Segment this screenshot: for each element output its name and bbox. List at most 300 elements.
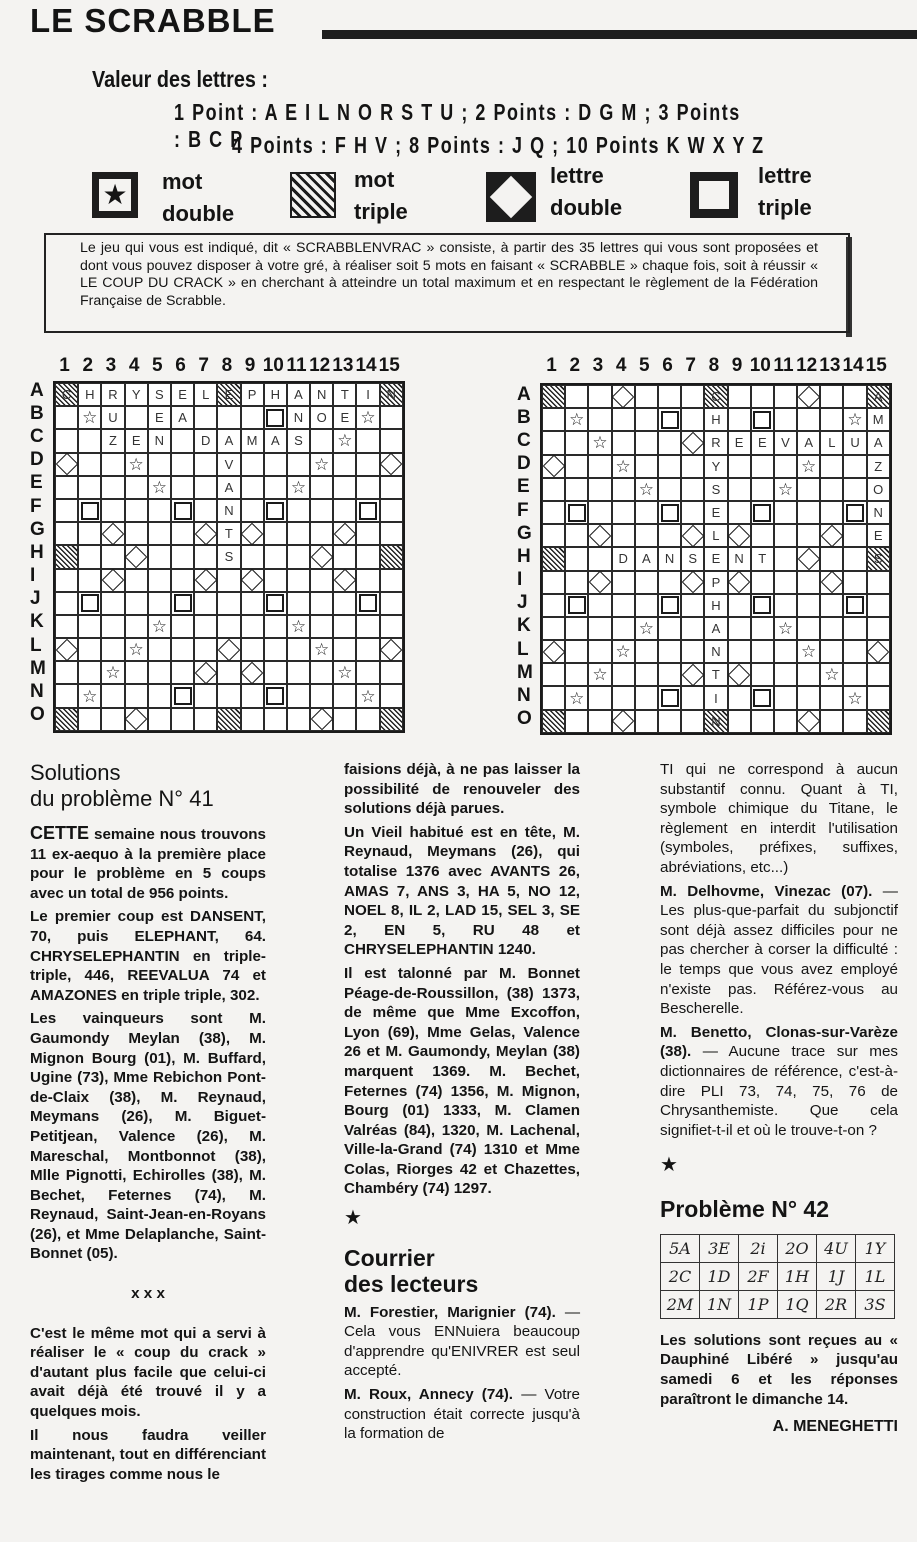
column-number: 2 [569, 355, 581, 376]
board1-cell [380, 615, 403, 638]
board1-cell [333, 615, 356, 638]
diamond-icon [55, 453, 78, 476]
board1-cell [241, 429, 264, 452]
board2-cell [635, 594, 658, 617]
board1-cell [310, 638, 333, 661]
square-icon [846, 596, 864, 614]
diamond-icon [241, 522, 264, 545]
diamond-icon [589, 524, 612, 547]
diamond-icon [728, 524, 751, 547]
board2-cell [612, 663, 635, 686]
board1-cell [217, 429, 240, 452]
board1-cell [101, 661, 124, 684]
square-icon [568, 596, 586, 614]
board2-cell [728, 617, 751, 640]
square-icon [568, 504, 586, 522]
board2-cell [774, 455, 797, 478]
board2-cell [681, 710, 704, 733]
board2-cell [728, 594, 751, 617]
column-number: 15 [865, 355, 887, 376]
board2-cell [635, 686, 658, 709]
square-icon [359, 594, 377, 612]
board1-cell [241, 592, 264, 615]
diamond-icon [681, 571, 704, 594]
board1-cell [264, 615, 287, 638]
board1-cell [194, 522, 217, 545]
board2-cell [704, 524, 727, 547]
board2-cell [542, 547, 565, 570]
board1-cell [55, 406, 78, 429]
board2-cell [658, 501, 681, 524]
board2-letter: L [712, 528, 720, 544]
board2-cell [774, 710, 797, 733]
board2-cell [542, 385, 565, 408]
board2-cell [542, 594, 565, 617]
board2-cell [635, 617, 658, 640]
diamond-icon [612, 385, 635, 408]
board1-cell [241, 615, 264, 638]
board1-cell [356, 638, 379, 661]
board1-cell [310, 406, 333, 429]
board2-cell [588, 686, 611, 709]
board1-cell [310, 453, 333, 476]
table-cell: 1D [700, 1262, 739, 1290]
board2-cell [728, 640, 751, 663]
diamond-icon [681, 664, 704, 687]
board1-letter: U [108, 410, 118, 426]
board2-cell [820, 408, 843, 431]
board2-cell [751, 547, 774, 570]
board1-cell [148, 708, 171, 731]
board1-cell [287, 429, 310, 452]
row-letter: A [30, 379, 44, 401]
table-cell: 1Y [856, 1234, 895, 1262]
board2-letter: H [711, 597, 721, 613]
board2-cell [612, 686, 635, 709]
board2-cell [797, 594, 820, 617]
board1-letter: Z [108, 433, 117, 449]
board2-cell [588, 524, 611, 547]
board1-letter: O [316, 410, 327, 426]
diamond-icon [194, 522, 217, 545]
board2-letter: N [711, 644, 721, 660]
board1-cell [101, 615, 124, 638]
board1-cell [194, 638, 217, 661]
column-number: 10 [262, 355, 284, 376]
board1-cell [55, 383, 78, 406]
board2-cell [542, 524, 565, 547]
courrier-subtitle: des lecteurs [344, 1270, 479, 1297]
square-icon [174, 502, 192, 520]
board2-cell [565, 385, 588, 408]
row-letter: B [517, 406, 531, 428]
board1-letter: S [155, 387, 164, 403]
board2-cell [681, 524, 704, 547]
board1-cell [55, 569, 78, 592]
board1-cell [241, 499, 264, 522]
table-cell: 2F [739, 1262, 778, 1290]
board2-cell [658, 431, 681, 454]
hatched-square-icon [290, 172, 336, 218]
diamond-icon [194, 662, 217, 685]
board1-cell [264, 476, 287, 499]
board2-cell [612, 594, 635, 617]
board2-letter: O [873, 481, 884, 497]
board1-letter: A [294, 387, 303, 403]
square-icon [174, 687, 192, 705]
board1-cell [217, 545, 240, 568]
legend-text: mot [162, 169, 203, 194]
star-icon [360, 409, 375, 426]
board1-cell [264, 569, 287, 592]
board1-cell [55, 638, 78, 661]
board1-cell [217, 592, 240, 615]
article-para: Il est talonné par M. Bonnet Péage-de-Roussillon, (38) 1373, de même que Mme Excoffon, Lyon (69), Mme Gelas, Valence 26 et M. Gaumondy, Meylan (38) marquent 1369. M. Bechet, Feternes (74) 1356, M. Mignon, Bourg (01) 1333, M. Clamen Valréas (84), 1320, M. Lachenal, Ville-la-Grand (74) 1310 et Mme Colas, Riorges 42 et Chazettes, Chambéry (74) 1297. [344, 964, 580, 1198]
board1-cell [78, 569, 101, 592]
board1-cell [171, 522, 194, 545]
board1-cell [333, 476, 356, 499]
board1-letter: M [246, 433, 258, 449]
board2-cell [867, 663, 890, 686]
diamond-icon [728, 571, 751, 594]
diamond-icon [55, 638, 78, 661]
board2-letter: S [688, 551, 698, 567]
board2-cell [681, 478, 704, 501]
board1-cell [171, 592, 194, 615]
legend-text: mot [354, 167, 395, 192]
board2-cell [681, 501, 704, 524]
board2-cell [704, 547, 727, 570]
board2-cell [728, 408, 751, 431]
board2-cell [867, 547, 890, 570]
board2-cell [751, 617, 774, 640]
board2-cell [797, 431, 820, 454]
board1-cell [241, 638, 264, 661]
board2-cell [681, 408, 704, 431]
board1-cell [333, 592, 356, 615]
board2-cell [820, 455, 843, 478]
square-icon [266, 687, 284, 705]
board1-cell [380, 545, 403, 568]
table-row [661, 1290, 895, 1318]
board1-cell [356, 545, 379, 568]
board2-cell [612, 408, 635, 431]
board2-cell [565, 710, 588, 733]
board2-cell [774, 478, 797, 501]
square-icon [174, 594, 192, 612]
square-icon [753, 504, 771, 522]
board2-cell [728, 571, 751, 594]
board2-cell [751, 710, 774, 733]
board1-cell [217, 569, 240, 592]
square-icon [661, 411, 679, 429]
board1-cell [217, 406, 240, 429]
board1-cell [356, 499, 379, 522]
letter-author: M. Roux, Annecy (74). [344, 1386, 514, 1404]
board2-cell [588, 640, 611, 663]
board2-cell [728, 478, 751, 501]
column-number: 1 [59, 355, 70, 376]
board2-cell [751, 501, 774, 524]
diamond-icon [102, 569, 125, 592]
diamond-icon [821, 571, 844, 594]
board2-letter: Y [711, 458, 721, 474]
board2-letter: S [873, 551, 883, 567]
board1-cell [171, 708, 194, 731]
diamond-icon [380, 638, 403, 661]
board1-cell [194, 476, 217, 499]
board2-cell [612, 455, 635, 478]
board1-cell [194, 684, 217, 707]
star-icon: ★ [660, 1154, 678, 1177]
board1-letter: E [178, 387, 187, 403]
diamond-icon [334, 569, 357, 592]
board1-letter: D [201, 433, 211, 449]
board2-cell [843, 640, 866, 663]
board2-cell [635, 571, 658, 594]
board2-letter: D [618, 551, 628, 567]
board2-cell [681, 640, 704, 663]
drop-word: CETTE [30, 823, 90, 843]
row-letter: F [517, 499, 529, 521]
board2-cell [658, 547, 681, 570]
board1-cell [101, 499, 124, 522]
board1-cell [125, 708, 148, 731]
board2-cell [820, 431, 843, 454]
board1-cell [287, 708, 310, 731]
board1-letter: N [293, 410, 304, 426]
diamond-icon [797, 710, 820, 733]
board1-cell [241, 476, 264, 499]
board1-cell [380, 661, 403, 684]
column-number: 9 [731, 355, 743, 376]
courrier-title: Courrier [344, 1244, 435, 1271]
square-icon [753, 411, 771, 429]
board1-cell [125, 684, 148, 707]
board2-letter: N [711, 713, 721, 729]
board1-cell [78, 592, 101, 615]
board2-cell [658, 478, 681, 501]
board1-cell [148, 545, 171, 568]
board2-cell [565, 571, 588, 594]
board2-cell [635, 710, 658, 733]
board2-cell [820, 710, 843, 733]
board1-cell [55, 429, 78, 452]
board2-cell [820, 617, 843, 640]
board1-cell [287, 661, 310, 684]
board2-cell [704, 710, 727, 733]
square-icon [661, 689, 679, 707]
board2-letter: N [734, 551, 744, 567]
para-text: semaine nous trouvons 11 ex-aequo à la première place pour le problème en 5 coups avec un total de 956 points. [30, 826, 266, 902]
board1-cell [125, 638, 148, 661]
board1-cell [287, 638, 310, 661]
row-letter: H [30, 541, 44, 563]
values-line-2: 4 Points : F H V ; 8 Points : J Q ; 10 Points K W X Y Z [232, 132, 765, 158]
board1-cell [310, 499, 333, 522]
board2-letter: Z [874, 458, 883, 474]
star-icon [360, 688, 375, 705]
board2-cell [820, 571, 843, 594]
board1-cell [241, 545, 264, 568]
article-para: Un Vieil habitué est en tête, M. Reynaud, Meymans (26), qui totalise 1376 avec AVANTS 26, AMAS 7, ANS 3, HA 5, NO 12, NOEL 8, IL 2, LAD 15, SEL 3, SE 2, EN 5, RU 48 et CHRYSELEPHANTIN 1240. [344, 823, 580, 959]
board1-cell [264, 406, 287, 429]
board1-grid [53, 381, 405, 733]
board2-cell [658, 524, 681, 547]
board2-cell [820, 594, 843, 617]
board2-cell [867, 501, 890, 524]
board1-cell [171, 661, 194, 684]
legend-text: lettre [758, 163, 812, 188]
star-icon [105, 664, 120, 681]
board1-letter: C [61, 387, 72, 403]
board1-cell [217, 476, 240, 499]
board2-cell [843, 571, 866, 594]
board1-cell [310, 522, 333, 545]
board2-cell [797, 710, 820, 733]
board1-cell [171, 499, 194, 522]
values-label: Valeur des lettres : [92, 66, 268, 92]
column-number: 11 [286, 355, 307, 376]
board2-cell [681, 617, 704, 640]
board2-cell [867, 478, 890, 501]
board1-cell [333, 429, 356, 452]
star-icon [291, 479, 306, 496]
board2-cell [774, 385, 797, 408]
board2-cell [843, 501, 866, 524]
board2-cell [843, 710, 866, 733]
board2-cell [588, 571, 611, 594]
board2-cell [565, 524, 588, 547]
board1-cell [380, 429, 403, 452]
board1-cell [241, 453, 264, 476]
column-number: 9 [244, 355, 256, 376]
board2-cell [612, 617, 635, 640]
values-line-1: 1 Point : A E I L N O R S T U ; 2 Points : D G M ; 3 Points : B C P [174, 99, 741, 152]
board2-cell [565, 431, 588, 454]
column-number: 3 [592, 355, 604, 376]
board1-cell [264, 592, 287, 615]
board1-cell [55, 615, 78, 638]
diamond-icon [380, 453, 403, 476]
board2-cell [751, 455, 774, 478]
board2-grid [540, 383, 892, 735]
star-icon [129, 641, 144, 658]
board1-cell [241, 661, 264, 684]
board2-cell [588, 408, 611, 431]
board1-cell [264, 453, 287, 476]
board2-letter: E [757, 435, 767, 451]
article-para: faisions déjà, à ne pas laisser la possibilité de renouveler des solutions déjà parues. [344, 761, 580, 818]
diamond-icon [241, 569, 264, 592]
article-para: Les vainqueurs sont M. Gaumondy Meylan (38), M. Mignon Bourg (01), M. Buffard, Ugine (73), Mme Rebichon Pont-de-Claix (38), M. Reynaud, Meymans (26), M. Biguet-Petitjean, Valence (26), M. Mareschal, Montbonnot (38), Mlle Pignotti, Echirolles (38), M. Bechet, Feternes (74), M. Reynaud, Saint-Jean-en-Royans (26), et Mme Delaplanche, Saint-Bonnet (05). [30, 1010, 266, 1263]
legend-text: triple [758, 195, 812, 220]
star-icon [639, 620, 654, 637]
square-icon [359, 502, 377, 520]
board2-cell [867, 710, 890, 733]
board2-cell [843, 594, 866, 617]
board2-cell [728, 431, 751, 454]
board1-letter: T [224, 526, 233, 542]
board2-cell [843, 455, 866, 478]
board2-cell [681, 547, 704, 570]
board2-cell [588, 617, 611, 640]
row-letter: D [30, 449, 44, 471]
table-row [661, 1234, 895, 1262]
board1-cell [194, 592, 217, 615]
board2-cell [588, 385, 611, 408]
diamond-icon [797, 548, 820, 571]
board2-letter: A [873, 389, 883, 405]
problem-letter-table [660, 1234, 895, 1319]
column-number: 5 [639, 355, 650, 376]
board2-cell [565, 640, 588, 663]
board2-cell [728, 524, 751, 547]
board2-cell [867, 640, 890, 663]
board2-cell [681, 431, 704, 454]
board1-cell [171, 406, 194, 429]
board2-cell [774, 686, 797, 709]
board1-cell [148, 499, 171, 522]
row-letter: N [30, 681, 44, 703]
board1-cell [264, 429, 287, 452]
hollow-square-icon [690, 172, 738, 218]
board1-cell [194, 569, 217, 592]
square-icon [661, 504, 679, 522]
solutions-subtitle: du problème N° 41 [30, 786, 214, 811]
board2-cell [658, 710, 681, 733]
board1-cell [171, 615, 194, 638]
board2-cell [728, 663, 751, 686]
diamond-icon [334, 522, 357, 545]
board1-cell [194, 499, 217, 522]
board1-cell [356, 383, 379, 406]
board2-cell [797, 478, 820, 501]
legend-text: double [162, 201, 235, 226]
board2-cell [774, 571, 797, 594]
board2-cell [797, 455, 820, 478]
board2-cell [542, 640, 565, 663]
board2-cell [751, 408, 774, 431]
star-icon [337, 664, 352, 681]
board1-cell [55, 708, 78, 731]
board2-cell [612, 571, 635, 594]
board1-cell [78, 406, 101, 429]
board1-cell [101, 406, 124, 429]
board2-cell [681, 385, 704, 408]
board1-letter: S [294, 433, 303, 449]
board2-cell [612, 385, 635, 408]
board2-cell [867, 431, 890, 454]
board1-cell [356, 661, 379, 684]
board1-cell [55, 661, 78, 684]
board1-cell [55, 522, 78, 545]
board1-cell [287, 592, 310, 615]
board1-cell [101, 453, 124, 476]
board1-cell [380, 522, 403, 545]
board1-cell [55, 592, 78, 615]
board1-cell [55, 684, 78, 707]
board1-cell [171, 453, 194, 476]
column-number: 3 [105, 355, 117, 376]
board1-cell [333, 499, 356, 522]
diamond-icon [310, 546, 333, 569]
column-number: 7 [685, 355, 696, 376]
star-icon: ★ [344, 1207, 362, 1230]
diamond-icon [241, 662, 264, 685]
board2-cell [751, 431, 774, 454]
board2-cell [797, 501, 820, 524]
